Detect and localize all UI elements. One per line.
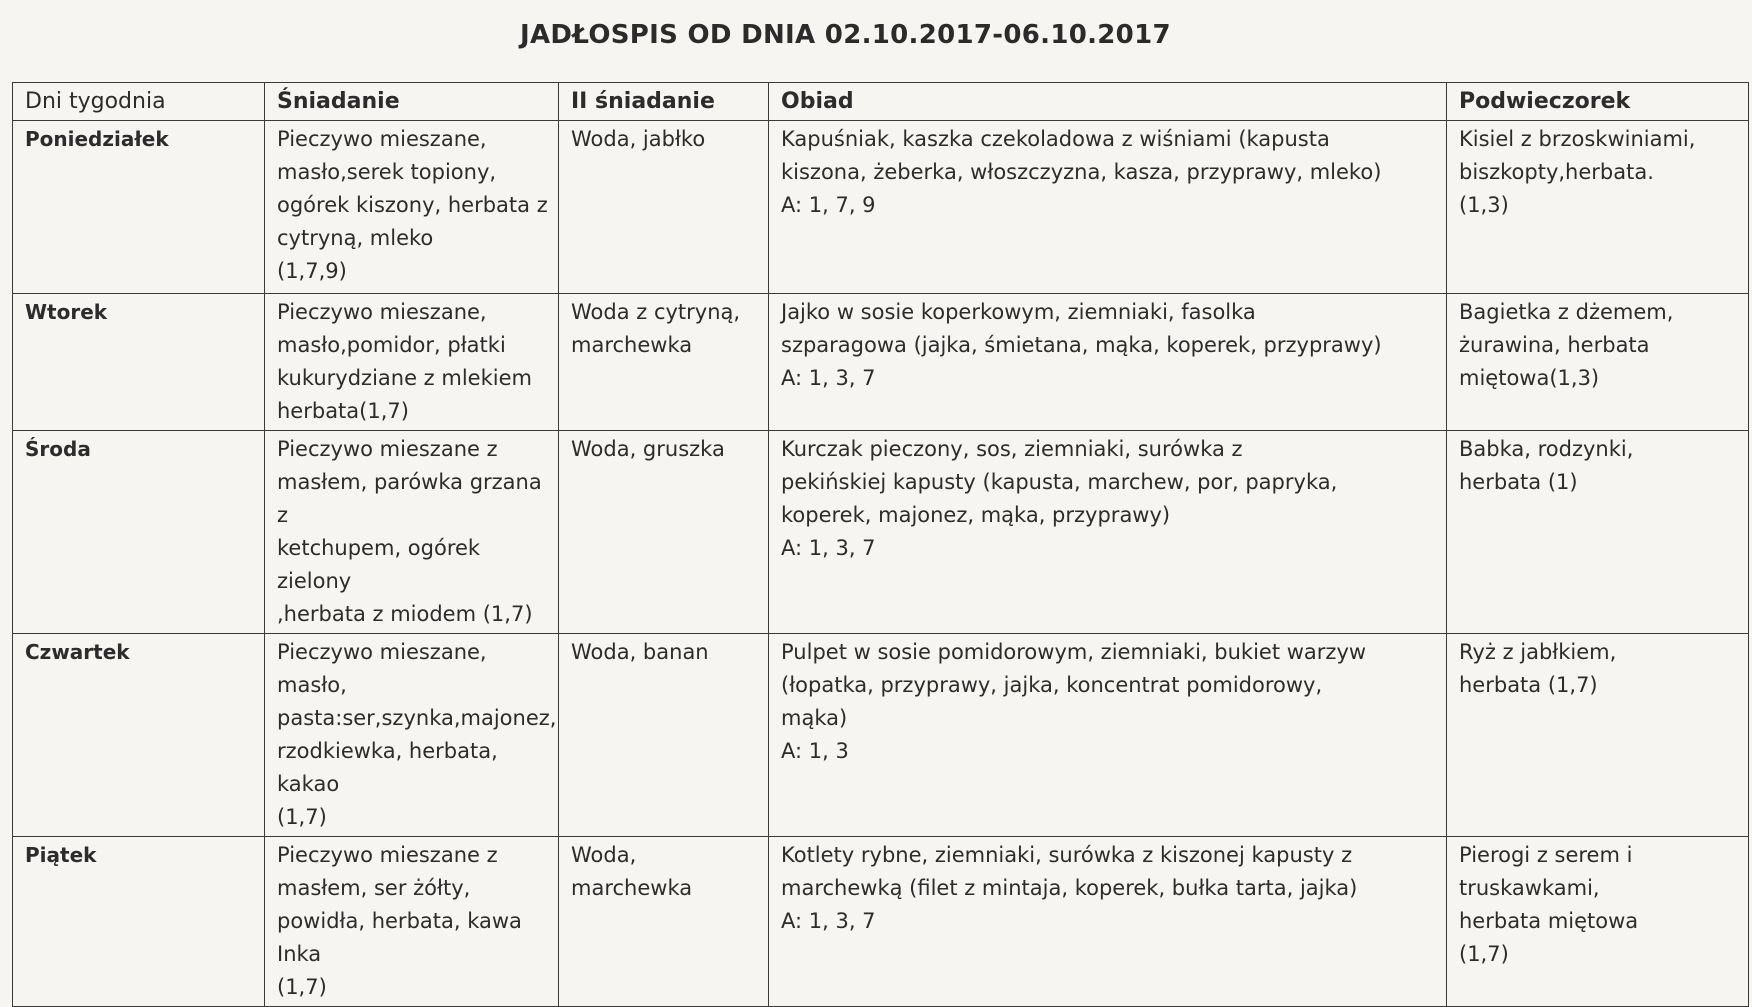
table-header-row [13,83,1749,121]
day-cell: Wtorek [13,294,265,431]
day-cell: Środa [13,431,265,634]
header-snack: Podwieczorek [1447,83,1749,121]
table-row [13,121,1749,294]
second-breakfast-cell: Woda, marchewka [559,837,769,1007]
lunch-cell: Jajko w sosie koperkowym, ziemniaki, fasolka szparagowa (jajka, śmietana, mąka, koperek, przyprawy) A: 1, 3, 7 [769,294,1447,431]
snack-cell: Kisiel z brzoskwiniami, biszkopty,herbata. (1,3) [1447,121,1749,294]
day-cell: Piątek [13,837,265,1007]
breakfast-cell: Pieczywo mieszane, masło, pasta:ser,szynka,majonez, rzodkiewka, herbata, kakao (1,7) [265,634,559,837]
table-row [13,294,1749,431]
second-breakfast-cell: Woda, gruszka [559,431,769,634]
snack-cell: Bagietka z dżemem, żurawina, herbata miętowa(1,3) [1447,294,1749,431]
snack-cell: Pierogi z serem i truskawkami, herbata miętowa (1,7) [1447,837,1749,1007]
table-row [13,431,1749,634]
table-row [13,634,1749,837]
lunch-cell: Kotlety rybne, ziemniaki, surówka z kiszonej kapusty z marchewką (filet z mintaja, koperek, bułka tarta, jajka) A: 1, 3, 7 [769,837,1447,1007]
second-breakfast-cell: Woda, jabłko [559,121,769,294]
table-row [13,837,1749,1007]
breakfast-cell: Pieczywo mieszane z masłem, parówka grzana z ketchupem, ogórek zielony ,herbata z miodem (1,7) [265,431,559,634]
header-breakfast: Śniadanie [265,83,559,121]
header-day: Dni tygodnia [13,83,265,121]
day-cell: Poniedziałek [13,121,265,294]
breakfast-cell: Pieczywo mieszane, masło,pomidor, płatki kukurydziane z mlekiem herbata(1,7) [265,294,559,431]
second-breakfast-cell: Woda z cytryną, marchewka [559,294,769,431]
breakfast-cell: Pieczywo mieszane z masłem, ser żółty, powidła, herbata, kawa Inka (1,7) [265,837,559,1007]
snack-cell: Babka, rodzynki, herbata (1) [1447,431,1749,634]
header-lunch: Obiad [769,83,1447,121]
header-second-breakfast: II śniadanie [559,83,769,121]
menu-table [12,82,1749,1007]
breakfast-cell: Pieczywo mieszane, masło,serek topiony, ogórek kiszony, herbata z cytryną, mleko (1,7,9) [265,121,559,294]
day-cell: Czwartek [13,634,265,837]
second-breakfast-cell: Woda, banan [559,634,769,837]
page-title: JADŁOSPIS OD DNIA 02.10.2017-06.10.2017 [520,20,1171,50]
lunch-cell: Pulpet w sosie pomidorowym, ziemniaki, bukiet warzyw (łopatka, przyprawy, jajka, koncentrat pomidorowy, mąka) A: 1, 3 [769,634,1447,837]
lunch-cell: Kurczak pieczony, sos, ziemniaki, surówka z pekińskiej kapusty (kapusta, marchew, por, papryka, koperek, majonez, mąka, przyprawy) A: 1, 3, 7 [769,431,1447,634]
snack-cell: Ryż z jabłkiem, herbata (1,7) [1447,634,1749,837]
lunch-cell: Kapuśniak, kaszka czekoladowa z wiśniami (kapusta kiszona, żeberka, włoszczyzna, kasza, przyprawy, mleko) A: 1, 7, 9 [769,121,1447,294]
